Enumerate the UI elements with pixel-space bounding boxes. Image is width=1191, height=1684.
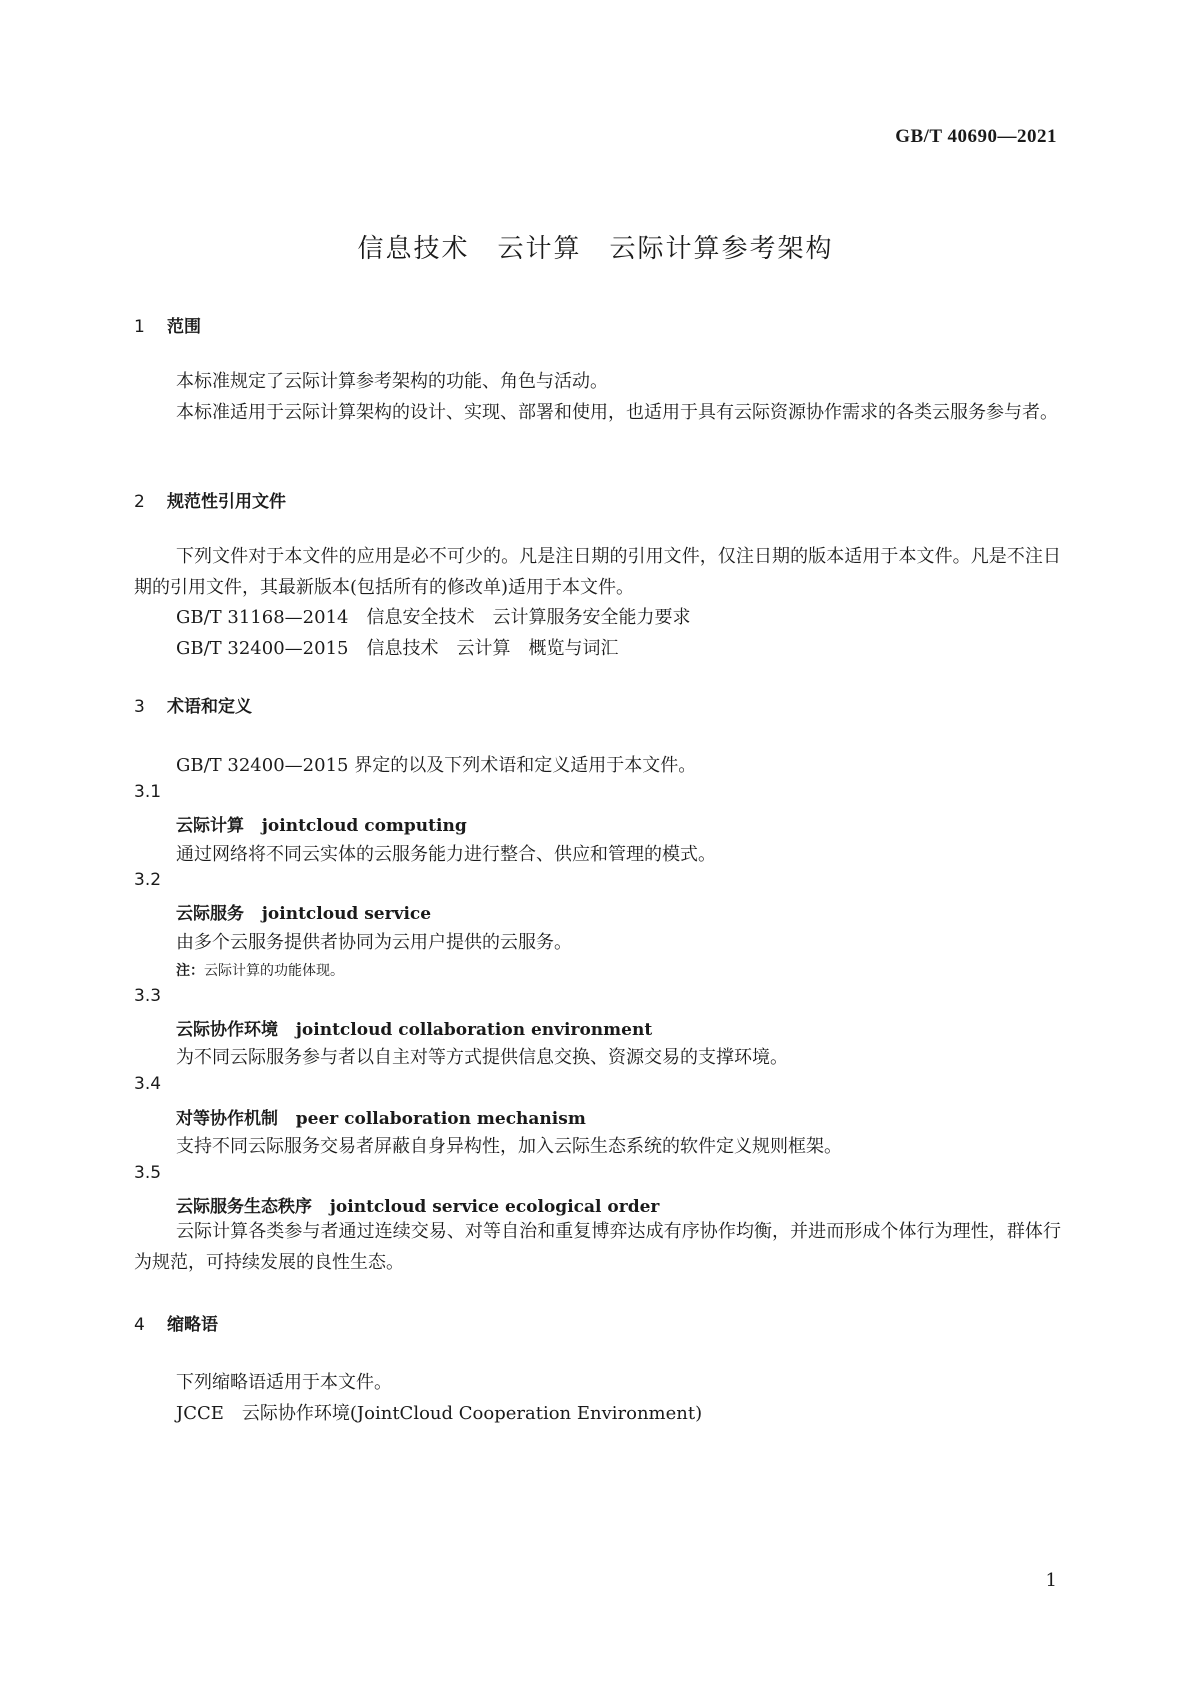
abbreviation-item: JCCE 云际协作环境(JointCloud Cooperation Environment) (176, 1403, 703, 1424)
section-heading-abbreviations (134, 1310, 218, 1335)
paragraph: 本标准规定了云际计算参考架构的功能、角色与活动。 (176, 371, 608, 392)
clause-number: 3.5 (134, 1163, 162, 1183)
term-zh: 云际协作环境 (176, 1020, 278, 1040)
section-title: 术语和定义 (167, 697, 252, 717)
term-heading (176, 1104, 586, 1129)
paragraph: 本标准适用于云际计算架构的设计、实现、部署和使用，也适用于具有云际资源协作需求的各类云服务参与者。 (176, 402, 1058, 423)
term-en: peer collaboration mechanism (295, 1109, 586, 1129)
section-number: 4 (134, 1315, 145, 1335)
term-definition: 为不同云际服务参与者以自主对等方式提供信息交换、资源交易的支撑环境。 (176, 1047, 788, 1068)
term-definition: 由多个云服务提供者协同为云用户提供的云服务。 (176, 932, 572, 953)
term-definition: 云际计算各类参与者通过连续交易、对等自治和重复博弈达成有序协作均衡，并进而形成个体行为理性，群体行为规范，可持续发展的良性生态。 (134, 1221, 1061, 1273)
term-heading (176, 1015, 652, 1040)
page-number: 1 (1045, 1570, 1057, 1591)
term-heading (176, 1192, 659, 1217)
section-heading-terms-definitions (134, 692, 252, 717)
clause-number: 3.3 (134, 986, 162, 1006)
document-number: GB/T 40690—2021 (895, 126, 1057, 147)
term-zh: 云际服务生态秩序 (176, 1197, 312, 1217)
section-title: 范围 (167, 317, 201, 337)
term-zh: 云际服务 (176, 904, 244, 924)
term-en: jointcloud collaboration environment (295, 1020, 653, 1040)
clause-number: 3.2 (134, 870, 162, 890)
section-number: 2 (134, 492, 145, 512)
reference-item: GB/T 32400—2015 信息技术 云计算 概览与词汇 (176, 638, 619, 659)
term-en: jointcloud service ecological order (329, 1197, 660, 1217)
section-number: 1 (134, 317, 145, 337)
section-heading-normative-references (134, 487, 286, 512)
terms-intro: GB/T 32400—2015 界定的以及下列术语和定义适用于本文件。 (176, 755, 697, 776)
section-heading-scope (134, 312, 201, 337)
note-label: 注： (176, 963, 204, 979)
abbreviations-intro: 下列缩略语适用于本文件。 (176, 1372, 392, 1393)
section-title: 缩略语 (167, 1315, 218, 1335)
reference-item: GB/T 31168—2014 信息安全技术 云计算服务安全能力要求 (176, 607, 691, 628)
term-heading (176, 811, 467, 836)
term-zh: 云际计算 (176, 816, 244, 836)
section-number: 3 (134, 697, 145, 717)
term-definition: 支持不同云际服务交易者屏蔽自身异构性，加入云际生态系统的软件定义规则框架。 (176, 1136, 842, 1157)
term-en: jointcloud computing (261, 816, 467, 836)
term-note (176, 960, 344, 980)
term-en: jointcloud service (261, 904, 432, 924)
note-text: 云际计算的功能体现。 (204, 963, 344, 979)
term-heading (176, 899, 431, 924)
term-definition: 通过网络将不同云实体的云服务能力进行整合、供应和管理的模式。 (176, 844, 716, 865)
clause-number: 3.1 (134, 782, 162, 802)
term-zh: 对等协作机制 (176, 1109, 278, 1129)
paragraph: 下列文件对于本文件的应用是必不可少的。凡是注日期的引用文件，仅注日期的版本适用于本文件。凡是不注日期的引用文件，其最新版本(包括所有的修改单)适用于本文件。 (134, 546, 1061, 598)
document-title: 信息技术 云计算 云际计算参考架构 (357, 234, 834, 264)
section-title: 规范性引用文件 (167, 492, 286, 512)
clause-number: 3.4 (134, 1074, 162, 1094)
